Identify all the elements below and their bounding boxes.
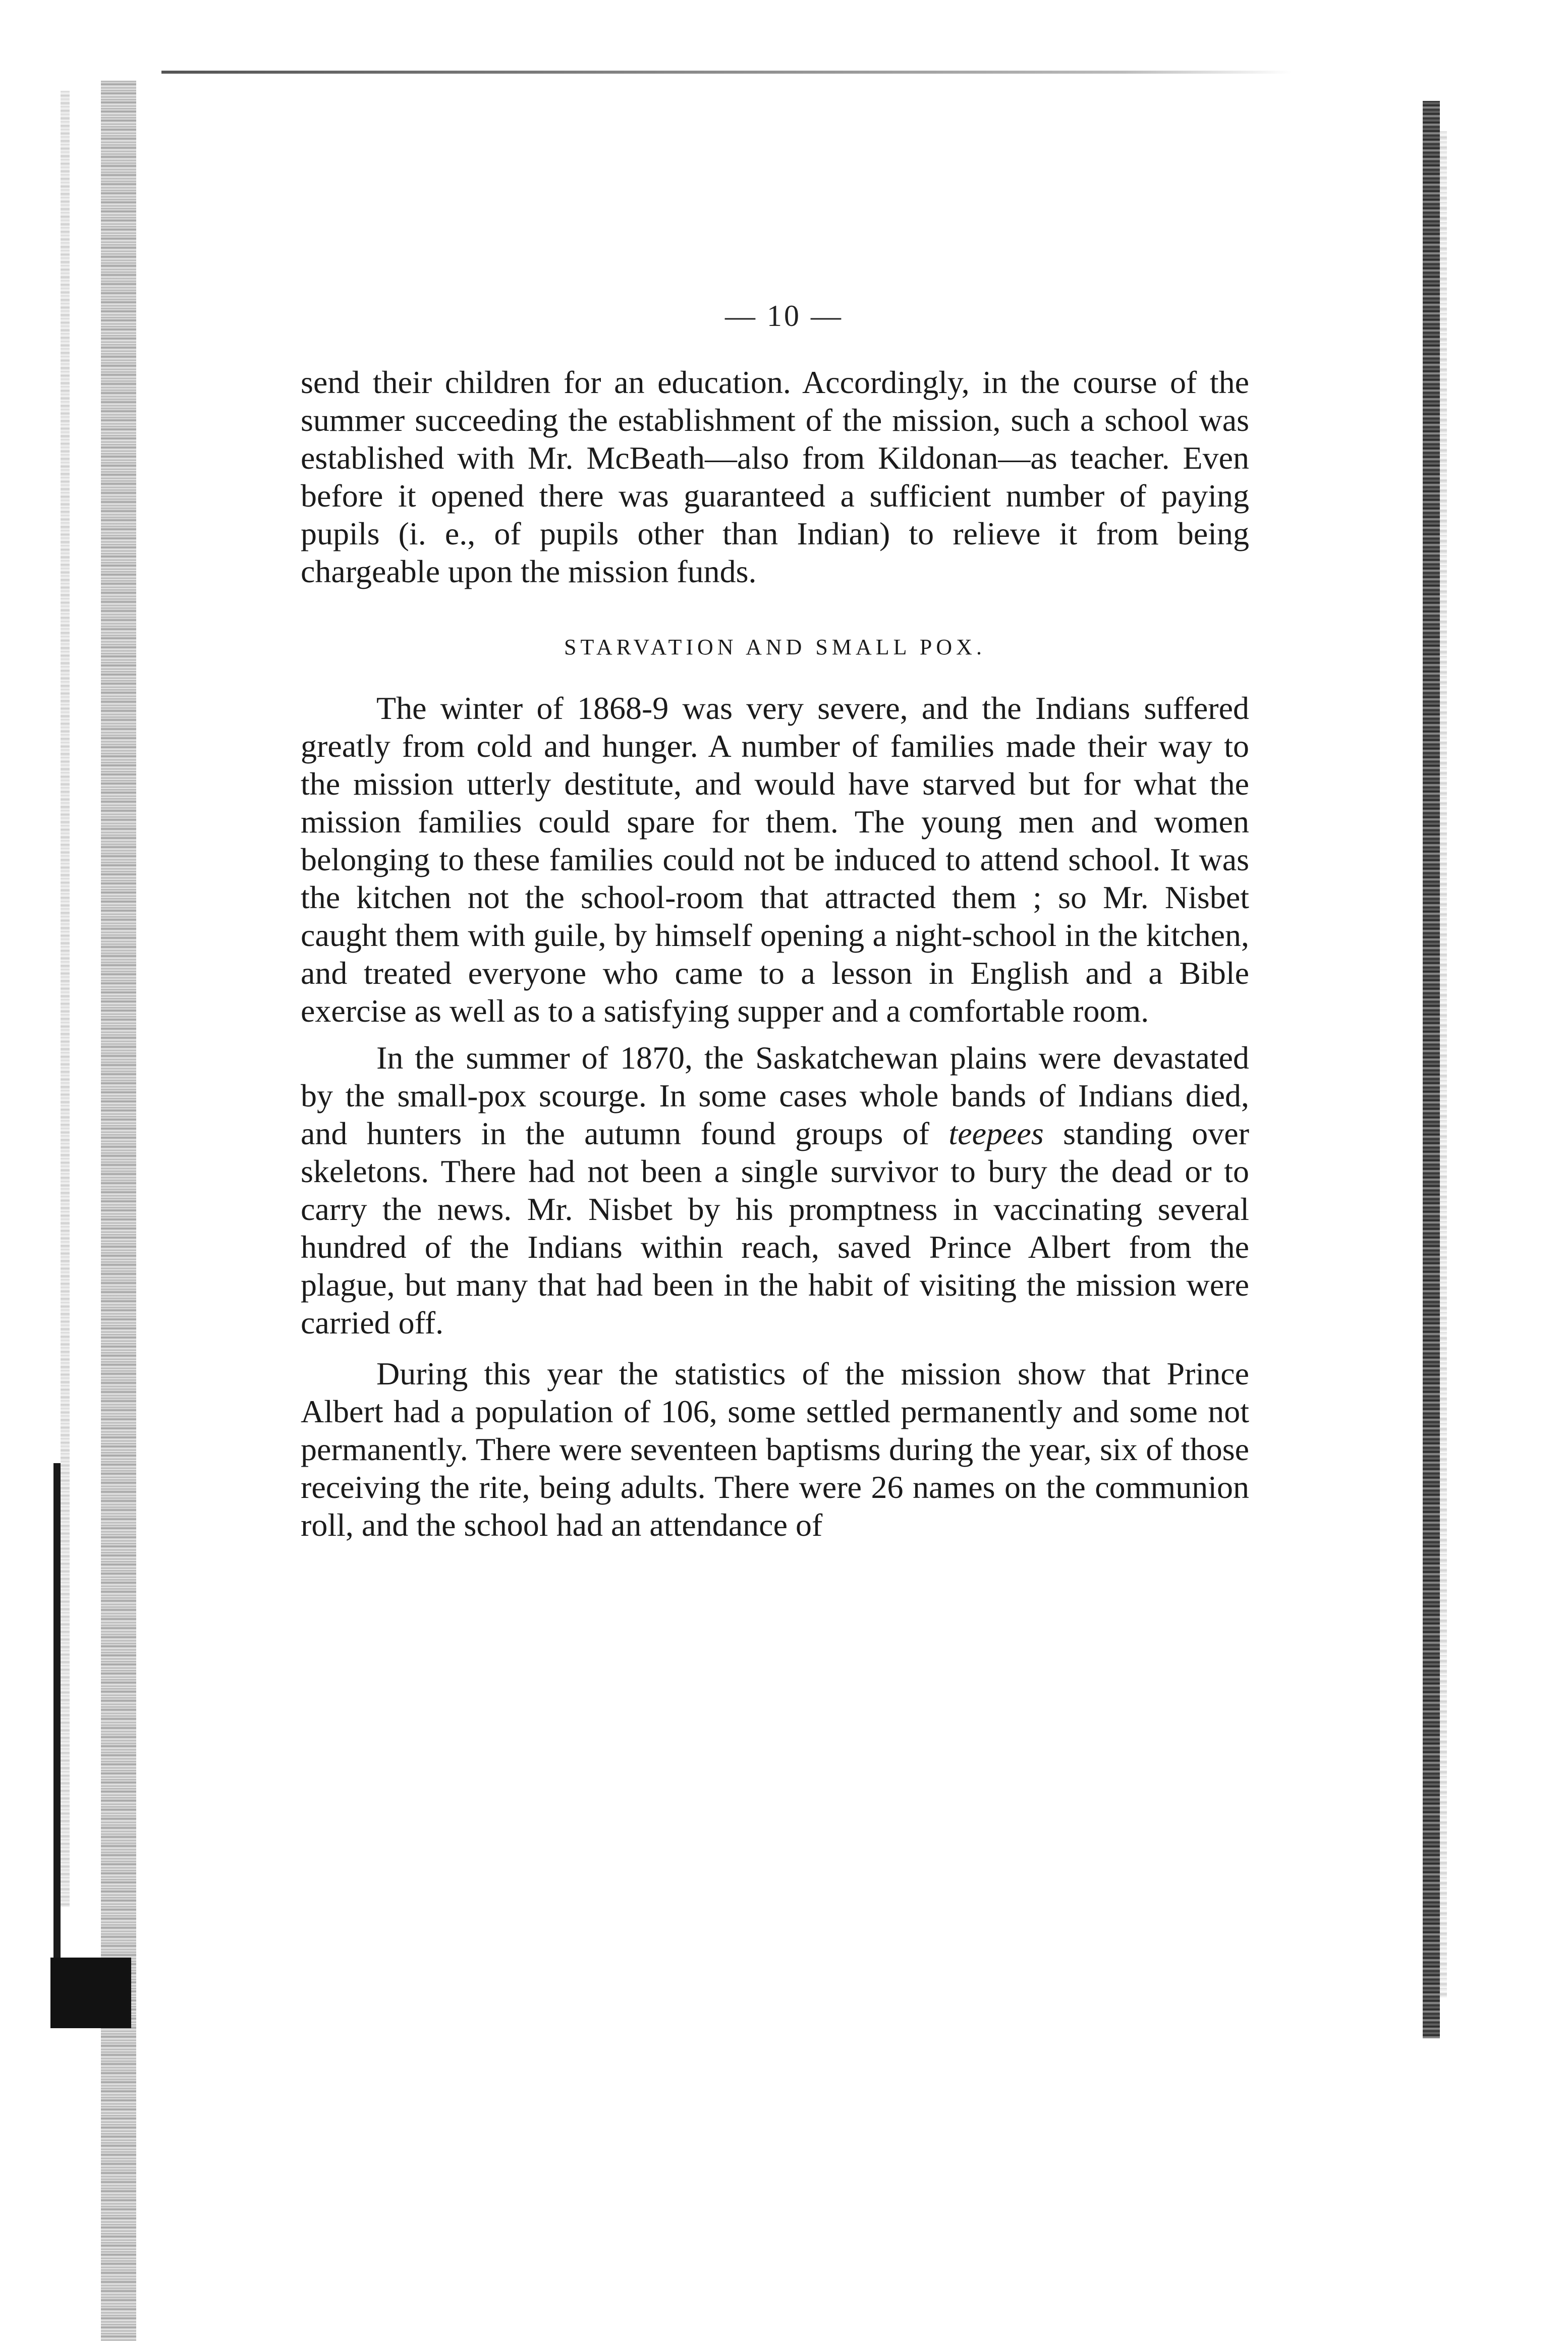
page-body [301,363,1249,1544]
page-number: — 10 — [725,299,843,332]
section-heading: STARVATION AND SMALL POX. [564,635,986,659]
scan-left-noise [61,91,70,1907]
scan-left-dark-rule [53,1463,61,1958]
scan-top-edge [161,71,1292,74]
paragraph-smallpox [301,1039,1249,1342]
paragraph-statistics: During this year the statistics of the mission show that Prince Albert had a population of 106, some settled permanently and some not permanently. There were seventeen baptisms during the year, six of those receiving the rite, being adults. There were 26 names on the communion roll, and the school had an attendance of [301,1356,1249,1543]
paragraph-school: send their children for an education. Accordingly, in the course of the summer succeeding the establishment of the mission, such a school was established with Mr. McBeath—also from Kildonan—as teacher. Even before it opened there was guaranteed a sufficient number of paying pupils (i. e., of pupils other than Indian) to relieve it from being chargeable upon the mission funds. [301,364,1249,589]
scan-bottom-left-block [50,1958,131,2028]
scan-right-edge [1423,101,1440,2038]
paragraph-winter: The winter of 1868-9 was very severe, and the Indians suffered greatly from cold and hunger. A number of families made their way to the mission utterly destitute, and would have starved but for what the mission families could spare for them. The young men and women belonging to these families could not be induced to attend school. It was the kitchen not the school-room that attracted them ; so Mr. Nisbet caught them with guile, by himself opening a night-school in the kitchen, and treated everyone who came to a lesson in English and a Bible exercise as well as to a satisfying supper and a comfortable room. [301,690,1249,1029]
italic-teepees: teepees [948,1116,1044,1151]
smallpox-text-end: standing over skeletons. There had not been a single survivor to bury the dead or to carry the news. Mr. Nisbet by his promptness in vaccinating several hundred of the Indians within reach, saved Prince Albert from the plague, but many that had been in the habit of visiting the mission were carried off. [301,1116,1250,1341]
scan-right-noise [1440,131,1447,1998]
smallpox-text-start: In the summer of 1870, the Saskatchewan plains were devastated by the small-pox scourge. In some cases whole bands of Indians died, and hunters in the autumn found groups of [301,1040,1249,1151]
